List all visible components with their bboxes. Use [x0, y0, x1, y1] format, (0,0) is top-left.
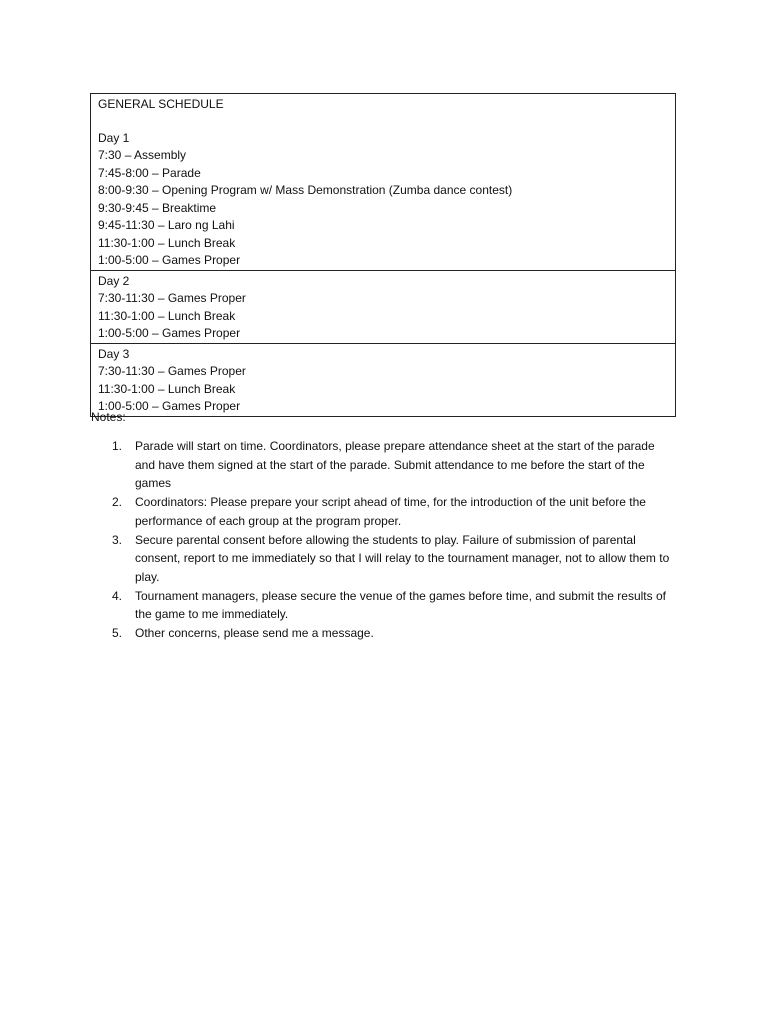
schedule-item: 8:00-9:30 – Opening Program w/ Mass Demonstration (Zumba dance contest) — [98, 183, 513, 197]
schedule-item: 7:30-11:30 – Games Proper — [98, 364, 246, 378]
schedule-cell-day-3 — [91, 343, 675, 416]
note-text: Secure parental consent before allowing the students to play. Failure of submission of parental consent, report to me immediately so that I will relay to the tournament manager, not to allow them to play. — [135, 532, 670, 584]
schedule-item: 11:30-1:00 – Lunch Break — [98, 235, 236, 250]
note-text: Tournament managers, please secure the venue of the games before time, and submit the results of the game to me immediately. — [135, 588, 666, 622]
note-number: 1. — [112, 439, 123, 453]
schedule-item: 7:30 – Assembly — [98, 148, 187, 162]
schedule-item: 7:30-11:30 – Games Proper — [98, 291, 246, 305]
notes-heading: Notes: — [91, 410, 126, 424]
note-text: Other concerns, please send me a message. — [135, 626, 374, 641]
schedule-cell-day-2 — [91, 270, 675, 343]
schedule-item: 1:00-5:00 – Games Proper — [98, 399, 241, 413]
schedule-cell-day-1 — [91, 94, 675, 270]
note-item — [112, 437, 672, 493]
schedule-table — [90, 93, 676, 417]
note-number: 4. — [112, 588, 123, 603]
notes-list — [112, 437, 672, 643]
note-text: Parade will start on time. Coordinators, please prepare attendance sheet at the start of the parade and have them signed at the start of the parade. Submit attendance to me before the start of the games — [135, 439, 655, 491]
day-label: Day 3 — [98, 346, 130, 361]
schedule-item: 1:00-5:00 – Games Proper — [98, 253, 241, 267]
note-item — [112, 493, 672, 530]
day-label: Day 1 — [98, 130, 130, 145]
note-item — [112, 624, 672, 643]
day-label: Day 2 — [98, 273, 130, 288]
schedule-item: 11:30-1:00 – Lunch Break — [98, 308, 236, 323]
note-number: 2. — [112, 495, 123, 510]
note-number: 3. — [112, 532, 123, 547]
schedule-item: 9:45-11:30 – Laro ng Lahi — [98, 218, 235, 232]
blank-line — [98, 114, 675, 130]
schedule-item: 11:30-1:00 – Lunch Break — [98, 381, 236, 396]
schedule-item: 1:00-5:00 – Games Proper — [98, 326, 241, 340]
schedule-title: GENERAL SCHEDULE — [98, 97, 224, 111]
note-number: 5. — [112, 626, 123, 641]
note-item — [112, 531, 672, 587]
note-item — [112, 587, 672, 624]
schedule-item: 7:45-8:00 – Parade — [98, 165, 201, 180]
note-text: Coordinators: Please prepare your script ahead of time, for the introduction of the unit before the performance of each group at the program proper. — [135, 495, 646, 528]
schedule-item: 9:30-9:45 – Breaktime — [98, 200, 217, 215]
